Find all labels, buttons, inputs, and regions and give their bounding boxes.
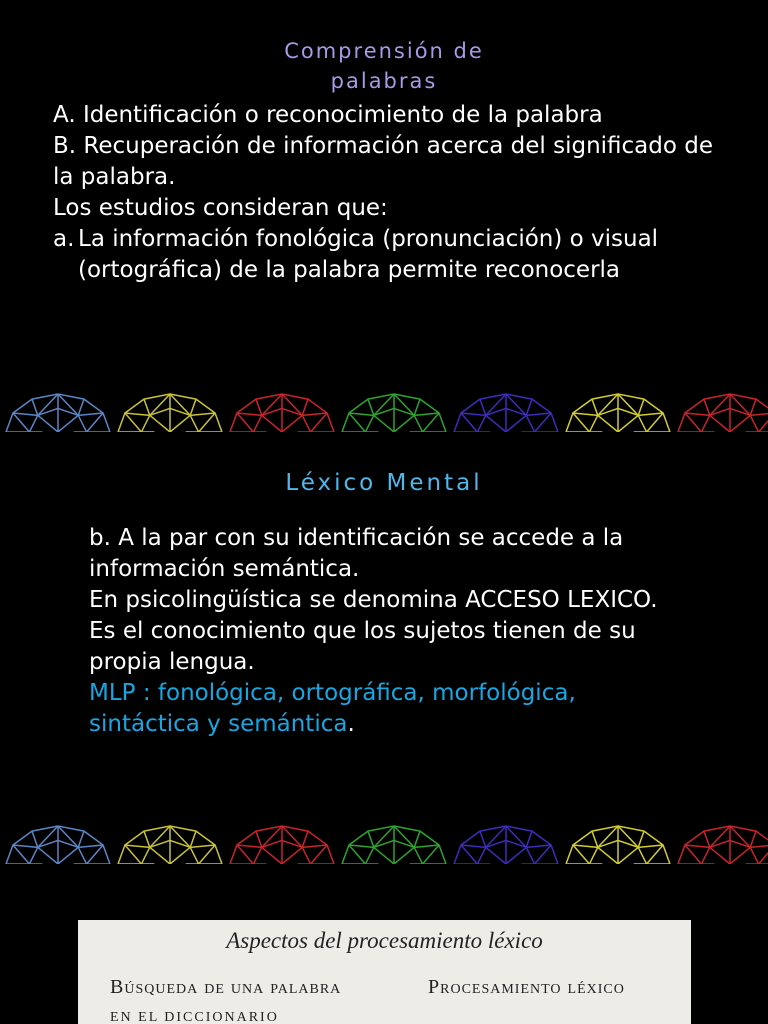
- doc-title: Aspectos del procesamiento léxico: [226, 928, 543, 953]
- slide-title: [0, 36, 768, 96]
- geodesic-dome-icon: [118, 394, 222, 432]
- title-line-2: palabras: [330, 69, 438, 94]
- list-marker: a.: [53, 226, 75, 252]
- mlp-period: .: [347, 711, 355, 737]
- geodesic-dome-icon: [230, 826, 334, 864]
- geodesic-dome-icon: [342, 394, 446, 432]
- geodesic-dome-icon: [118, 826, 222, 864]
- geodesic-dome-icon: [678, 826, 768, 864]
- slide-title: Léxico Mental: [285, 470, 483, 497]
- geodesic-dome-icon: [342, 826, 446, 864]
- paragraph-conocimiento: Es el conocimiento que los sujetos tienen de su propia lengua.: [89, 618, 636, 675]
- point-b: B. Recuperación de información acerca del significado de la palabra.: [53, 133, 714, 190]
- scanned-page: [78, 920, 691, 1024]
- slide-body: [89, 523, 689, 740]
- geodesic-dome-icon: [230, 394, 334, 432]
- mlp-highlight: MLP : fonológica, ortográfica, morfológica, sintáctica y semántica: [89, 680, 576, 737]
- list-item: [53, 224, 733, 286]
- dome-border: [0, 819, 768, 864]
- dome-border: [0, 387, 768, 432]
- column-subheading: EN EL DICCIONARIO: [110, 1010, 279, 1024]
- geodesic-dome-icon: [454, 826, 558, 864]
- slide-comprension: [0, 0, 768, 432]
- column-heading-busqueda: Búsqueda de una palabra: [110, 976, 342, 998]
- geodesic-dome-icon: [678, 394, 768, 432]
- geodesic-dome-icon: [6, 394, 110, 432]
- geodesic-dome-icon: [454, 394, 558, 432]
- slide-lexico-mental: [0, 432, 768, 864]
- column-heading-procesamiento: Procesamiento léxico: [428, 976, 625, 998]
- geodesic-dome-icon: [566, 826, 670, 864]
- geodesic-dome-icon: [6, 826, 110, 864]
- slide-aspectos: [0, 864, 768, 1024]
- paragraph-mlp: [89, 678, 689, 740]
- paragraph-semantic: b. A la par con su identificación se accede a la información semántica.: [89, 525, 624, 582]
- list-item-text: La información fonológica (pronunciación) o visual (ortográfica) de la palabra permite reconocerla: [78, 226, 659, 283]
- point-a: A. Identificación o reconocimiento de la palabra: [53, 102, 603, 128]
- slide-body: [53, 100, 733, 286]
- title-line-1: Comprensión de: [284, 39, 484, 64]
- paragraph-acceso-lexico: En psicolingüística se denomina ACCESO LEXICO.: [89, 587, 658, 613]
- geodesic-dome-icon: [566, 394, 670, 432]
- studies-intro: Los estudios consideran que:: [53, 195, 388, 221]
